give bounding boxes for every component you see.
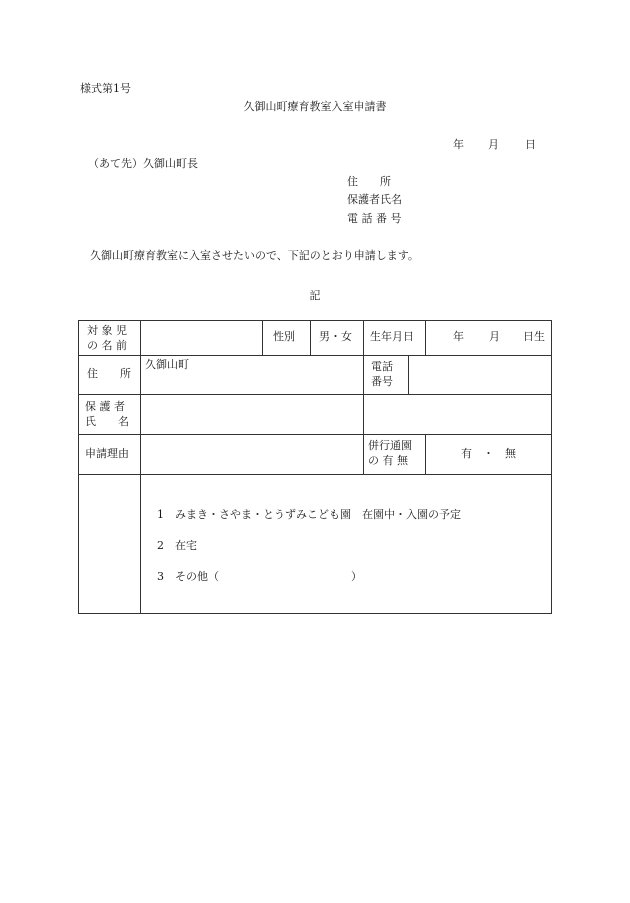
column-divider bbox=[140, 321, 141, 613]
birth-year[interactable]: 年 bbox=[453, 330, 464, 343]
column-divider bbox=[363, 321, 364, 355]
date-day-field[interactable]: 日 bbox=[525, 138, 536, 151]
birth-day[interactable]: 日生 bbox=[523, 330, 545, 343]
option-3[interactable]: 3 その他（ ） bbox=[157, 570, 362, 583]
option-2[interactable]: 2 在宅 bbox=[157, 539, 197, 552]
row-divider bbox=[79, 474, 551, 475]
address-field[interactable]: 久御山町 bbox=[145, 358, 189, 371]
gender-options[interactable]: 男・女 bbox=[319, 330, 352, 343]
child-name-field[interactable] bbox=[143, 323, 259, 351]
reason-label: 申請理由 bbox=[85, 447, 129, 460]
gender-label: 性別 bbox=[273, 330, 295, 343]
option-1[interactable]: 1 みまき・さやま・とうずみこども園 在園中・入園の予定 bbox=[157, 508, 461, 521]
date-month-field[interactable]: 月 bbox=[488, 138, 499, 151]
applicant-address-label: 住 所 bbox=[347, 175, 391, 188]
column-divider bbox=[425, 321, 426, 355]
form-number: 様式第1号 bbox=[80, 82, 131, 95]
row-divider bbox=[79, 355, 551, 356]
column-divider bbox=[425, 434, 426, 474]
application-table bbox=[78, 320, 552, 614]
request-statement: 久御山町療育教室に入室させたいので、下記のとおり申請します。 bbox=[90, 249, 419, 262]
child-name-label: 対 象 児 の 名 前 bbox=[87, 324, 127, 353]
column-divider bbox=[363, 355, 364, 474]
addressee: （あて先）久御山町長 bbox=[88, 157, 198, 170]
birth-month[interactable]: 月 bbox=[489, 330, 500, 343]
applicant-phone-label: 電 話 番 号 bbox=[347, 212, 402, 225]
ki-heading: 記 bbox=[309, 289, 321, 302]
address-label: 住 所 bbox=[87, 367, 131, 380]
reason-field[interactable] bbox=[143, 437, 359, 471]
document-title: 久御山町療育教室入室申請書 bbox=[243, 100, 387, 113]
phone-field[interactable] bbox=[411, 358, 549, 390]
guardian-name-label: 保 護 者 氏 名 bbox=[85, 400, 129, 429]
concurrent-options[interactable]: 有 ・ 無 bbox=[461, 447, 516, 460]
concurrent-label: 併行通園 の 有 無 bbox=[368, 439, 412, 468]
column-divider bbox=[310, 321, 311, 355]
phone-label: 電話 番号 bbox=[371, 360, 393, 389]
row-divider bbox=[79, 394, 551, 395]
birthdate-label: 生年月日 bbox=[370, 330, 414, 343]
column-divider bbox=[262, 321, 263, 355]
row-divider bbox=[79, 434, 551, 435]
applicant-name-label: 保護者氏名 bbox=[347, 193, 402, 206]
guardian-name-field[interactable] bbox=[143, 397, 359, 431]
column-divider bbox=[408, 355, 409, 394]
date-year-field[interactable]: 年 bbox=[453, 138, 464, 151]
